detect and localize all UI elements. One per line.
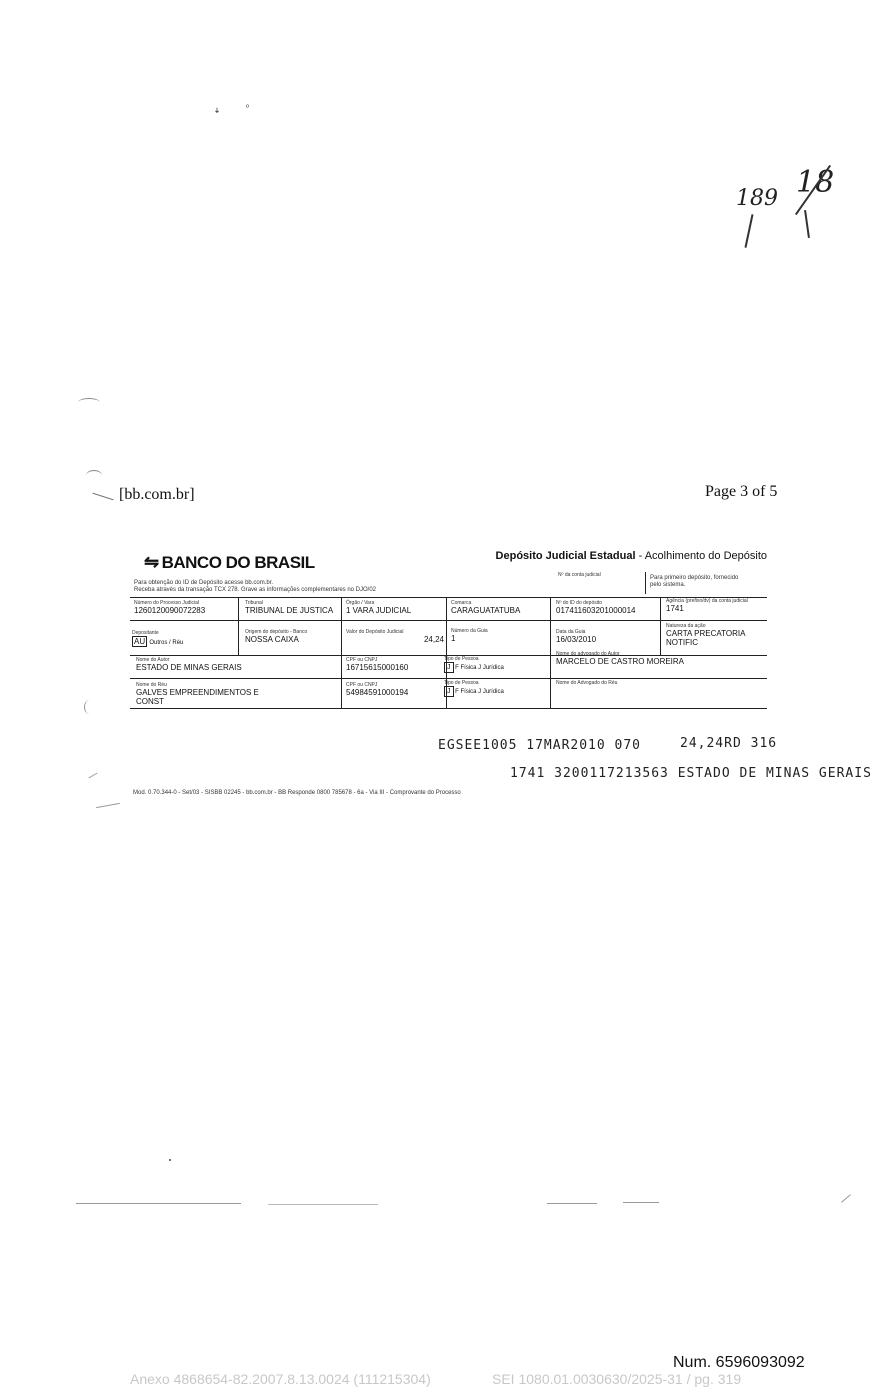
- cpf-reu-cell: [346, 682, 408, 697]
- grid-rule: [130, 620, 767, 621]
- scan-edge-line: [623, 1202, 659, 1203]
- auth-stamp-line-2: 1741 3200117213563 ESTADO DE MINAS GERAIS: [510, 766, 872, 781]
- depositante-label: Depositante: [132, 630, 159, 636]
- margin-mark: [78, 398, 100, 407]
- bank-name: BANCO DO BRASIL: [161, 553, 315, 572]
- cpf-reu-value: 54984591000194: [346, 688, 409, 697]
- auth-stamp-line-1a: EGSEE1005 17MAR2010 070: [438, 738, 642, 753]
- receipt-title-main: Depósito Judicial Estadual: [495, 550, 636, 562]
- comarca-value: CARAGUATATUBA: [451, 606, 521, 615]
- margin-mark: [96, 803, 120, 808]
- cpf-autor-cell: [346, 657, 408, 672]
- grid-rule: [341, 598, 342, 708]
- reu-cell: [136, 682, 259, 706]
- comarca-cell: [451, 600, 520, 615]
- processo-label: Número do Processo Judicial: [134, 600, 200, 606]
- conta-judicial-label: Nº da conta judicial: [558, 572, 601, 578]
- data-cell: [556, 629, 596, 644]
- tipo-reu-code: J: [444, 686, 454, 697]
- scan-edge-line: [547, 1203, 597, 1204]
- orgao-cell: [346, 600, 411, 615]
- conta-divider: [645, 572, 646, 594]
- guia-label: Número da Guia: [451, 628, 488, 634]
- adv-reu-cell: [556, 680, 617, 686]
- natureza-label: Natureza da ação: [666, 623, 706, 629]
- orgao-label: Órgão / Vara: [346, 600, 375, 606]
- margin-mark: [88, 773, 97, 779]
- tipo-reu-value: [444, 686, 504, 697]
- adv-autor-value: MARCELO DE CASTRO MOREIRA: [556, 657, 685, 666]
- print-source: [bb.com.br]: [119, 486, 195, 503]
- tipo-autor-label: Tipo de Pessoa: [444, 656, 479, 662]
- tipo-autor-text: F Física J Jurídica: [455, 665, 504, 671]
- scan-edge-line: [841, 1194, 851, 1202]
- data-label: Data da Guia: [556, 629, 586, 635]
- grid-rule: [130, 678, 767, 679]
- deposit-receipt: [130, 548, 767, 712]
- guia-value: 1: [451, 634, 456, 643]
- form-model-footer: Mod. 0.70.344-0 - Set/03 - SISBB 02245 - bb.com.br - BB Responde 0800 785678 - 6a - Via III - Comprovante do Processo: [133, 790, 461, 796]
- tipo-autor-cell: [444, 656, 504, 673]
- grid-rule: [550, 598, 551, 708]
- scan-speck: º: [246, 103, 249, 112]
- id-value: 017411603201000014: [556, 606, 636, 615]
- instruction-line: Receba através da transação TCX 278. Grave as informações complementares no DJO/02: [134, 587, 377, 593]
- processo-value: 1260120090072283: [134, 606, 206, 615]
- tribunal-label: Tribunal: [245, 600, 263, 606]
- id-label: Nº do ID do depósito: [556, 600, 603, 606]
- annex-reference: Anexo 4868654-82.2007.8.13.0024 (111215304): [130, 1371, 431, 1387]
- tipo-reu-cell: [444, 680, 504, 697]
- conta-note: Para primeiro depósito, fornecido pelo sistema.: [650, 575, 739, 588]
- valor-value: 24,24: [423, 635, 444, 644]
- tribunal-cell: [245, 600, 333, 615]
- natureza-value-1: CARTA PRECATORIA: [666, 629, 746, 638]
- natureza-value-2: NOTIFIC: [666, 638, 698, 647]
- tribunal-value: TRIBUNAL DE JUSTICA: [245, 606, 334, 615]
- scan-edge-line: [268, 1204, 378, 1205]
- processo-cell: [134, 600, 205, 615]
- receipt-title-sub: - Acolhimento do Depósito: [635, 550, 767, 562]
- cpf-reu-label: CPF ou CNPJ: [346, 682, 378, 688]
- grid-rule: [660, 598, 661, 655]
- sei-reference: SEI 1080.01.0030630/2025-31 / pg. 319: [492, 1371, 742, 1387]
- scan-edge-line: [76, 1203, 241, 1204]
- data-value: 16/03/2010: [556, 635, 597, 644]
- cpf-autor-value: 16715615000160: [346, 663, 409, 672]
- depositante-cell: [132, 630, 183, 648]
- reu-label: Nome do Réu: [136, 682, 167, 688]
- autor-label: Nome do Autor: [136, 657, 170, 663]
- grid-rule: [238, 598, 239, 655]
- depositante-text: Outros / Réu: [149, 640, 184, 646]
- depositante-value: [132, 636, 183, 648]
- handwritten-stroke: [804, 210, 810, 238]
- orgao-value: 1 VARA JUDICIAL: [346, 606, 412, 615]
- natureza-cell: [666, 623, 745, 647]
- bank-logo: [144, 552, 315, 573]
- reu-value-2: CONST: [136, 697, 164, 706]
- adv-reu-label: Nome do Advogado do Réu: [556, 680, 618, 686]
- id-cell: [556, 600, 636, 615]
- autor-cell: [136, 657, 242, 672]
- bank-logo-icon: ⇋: [144, 552, 159, 572]
- receipt-instructions: [134, 580, 434, 594]
- auth-stamp-line-1b: 24,24RD 316: [680, 736, 778, 751]
- guia-cell: [451, 628, 488, 643]
- tipo-reu-text: F Física J Jurídica: [455, 689, 504, 695]
- agencia-cell: [666, 598, 766, 613]
- depositante-code: AU: [134, 637, 146, 646]
- comarca-label: Comarca: [451, 600, 472, 606]
- adv-autor-label: Nome do advogado do Autor: [556, 651, 620, 657]
- origem-value: NOSSA CAIXA: [245, 635, 299, 644]
- valor-cell: [346, 629, 444, 644]
- origem-label: Origem do depósito - Banco: [245, 629, 308, 635]
- scan-speck: ꜜ: [214, 108, 220, 122]
- reu-value-1: GALVES EMPREENDIMENTOS E: [136, 688, 259, 697]
- margin-mark: [86, 470, 102, 481]
- receipt-grid: [130, 597, 767, 710]
- valor-label: Valor do Depósito Judicial: [346, 629, 404, 635]
- page-counter: Page 3 of 5: [705, 483, 778, 500]
- margin-mark: [92, 493, 113, 501]
- origem-cell: [245, 629, 307, 644]
- handwritten-folio-right: 18: [796, 165, 835, 200]
- tipo-autor-code: J: [444, 662, 454, 673]
- grid-rule: [130, 708, 767, 709]
- scan-speck: [169, 1159, 171, 1161]
- agencia-value: 1741: [666, 604, 684, 613]
- autor-value: ESTADO DE MINAS GERAIS: [136, 663, 242, 672]
- handwritten-stroke: [744, 214, 753, 248]
- tipo-autor-value: [444, 662, 504, 673]
- document-number: Num. 6596093092: [673, 1354, 805, 1371]
- adv-autor-cell: [556, 651, 684, 666]
- margin-mark: [84, 700, 95, 714]
- receipt-title: [496, 550, 767, 562]
- handwritten-folio-left: 189: [736, 186, 778, 211]
- instruction-line: Para obtenção do ID de Depósito acesse bb.com.br.: [134, 580, 274, 586]
- cpf-autor-label: CPF ou CNPJ: [346, 657, 378, 663]
- tipo-reu-label: Tipo de Pessoa: [444, 680, 479, 686]
- agencia-label: Agência (prefixo/dv) da conta judicial: [666, 598, 748, 604]
